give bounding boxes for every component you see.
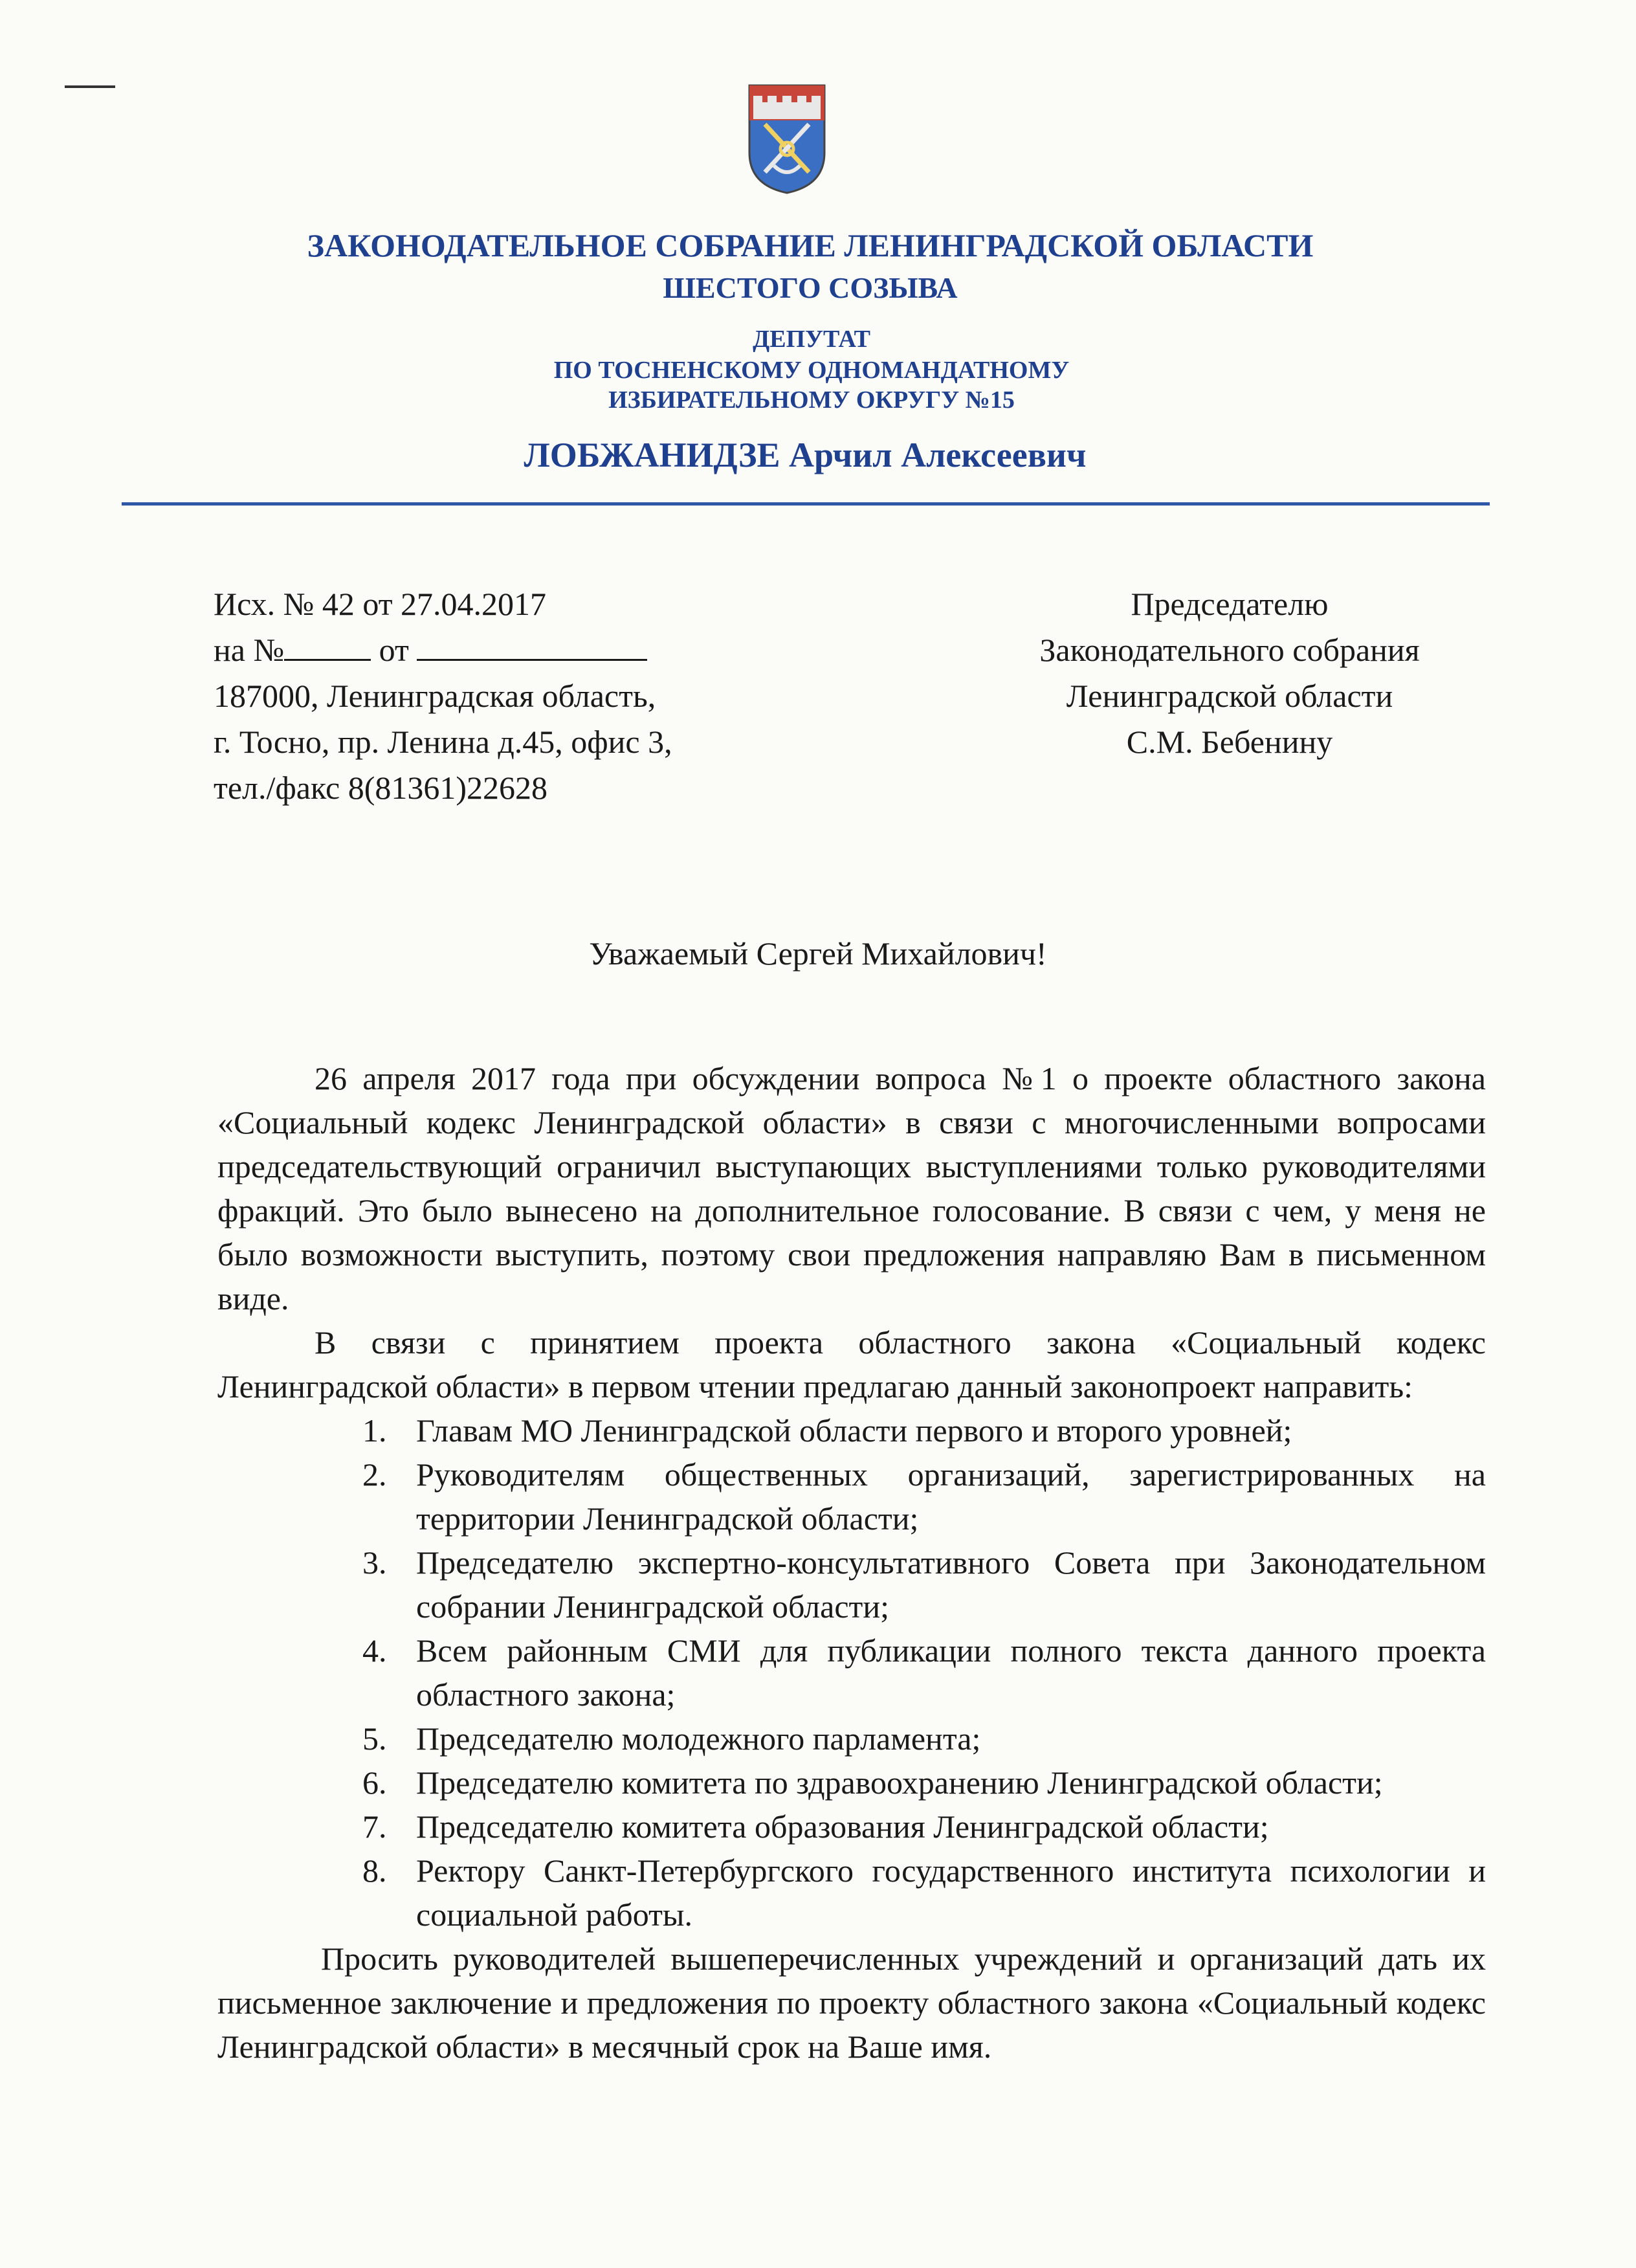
- list-item: [217, 1452, 1486, 1540]
- deputy-name: ЛОБЖАНИДЗЕ Арчил Алексеевич: [524, 436, 1087, 474]
- list-text: Руководителям общественных организаций, зарегистрированных на территории Ленинградской области;: [416, 1456, 1486, 1537]
- sender-phone: тел./факс 8(81361)22628: [214, 770, 548, 806]
- reply-date-blank: [417, 659, 647, 661]
- list-item: [217, 1717, 1486, 1761]
- list-number: 8.: [362, 1852, 387, 1889]
- list-item: [217, 1629, 1486, 1717]
- list-item: [217, 1761, 1486, 1805]
- reply-mid: от: [371, 632, 417, 668]
- outgoing-number: Исх. № 42 от 27.04.2017: [214, 586, 547, 622]
- district-number-line: ИЗБИРАТЕЛЬНОМУ ОКРУГУ №15: [608, 386, 1015, 414]
- list-item: [217, 1540, 1486, 1629]
- paragraph-1: 26 апреля 2017 года при обсуждении вопроса №1 о проекте областного закона «Социальный кодекс Ленинградской области» в связи с многочисленными вопросами председательствующий ограничил выступающих выступлениями только руководителями фракций. Это было вынесено на дополнительное голосование. В связи с чем, у меня не было возможности выступить, поэтому свои предложения направляю Вам в письменном виде.: [217, 1060, 1486, 1317]
- sender-address-2: г. Тосно, пр. Ленина д.45, офис 3,: [214, 724, 672, 760]
- list-text: Главам МО Ленинградской области первого и второго уровней;: [416, 1412, 1292, 1449]
- list-item: [217, 1849, 1486, 1937]
- recipient-list: [217, 1408, 1486, 1937]
- addressee-line: Председателю: [1131, 586, 1329, 622]
- org-title: ЗАКОНОДАТЕЛЬНОЕ СОБРАНИЕ ЛЕНИНГРАДСКОЙ ОБЛАСТИ: [307, 227, 1314, 263]
- letter-body: [217, 1056, 1486, 2069]
- list-text: Председателю молодежного парламента;: [416, 1720, 981, 1757]
- list-number: 3.: [362, 1544, 387, 1581]
- list-text: Председателю экспертно-консультативного Совета при Законодательном собрании Ленинградской области;: [416, 1544, 1486, 1625]
- addressee-line: Законодательного собрания: [1039, 632, 1420, 668]
- convocation-title: ШЕСТОГО СОЗЫВА: [663, 271, 958, 304]
- list-number: 1.: [362, 1412, 387, 1449]
- list-text: Всем районным СМИ для публикации полного текста данного проекта областного закона;: [416, 1632, 1486, 1713]
- list-text: Председателю комитета по здравоохранению Ленинградской области;: [416, 1764, 1383, 1801]
- list-number: 2.: [362, 1456, 387, 1493]
- sender-address-1: 187000, Ленинградская область,: [214, 678, 656, 714]
- addressee-name: С.М. Бебенину: [1126, 724, 1333, 760]
- greeting: Уважаемый Сергей Михайлович!: [589, 935, 1047, 972]
- paragraph-3: Просить руководителей вышеперечисленных учреждений и организаций дать их письменное заключение и предложения по проекту областного закона «Социальный кодекс Ленинградской области» в месячный срок на Ваше имя.: [217, 1940, 1486, 2065]
- list-number: 5.: [362, 1720, 387, 1757]
- letter-meta: [214, 581, 672, 811]
- reply-number-blank: [284, 659, 371, 661]
- addressee-line: Ленинградской области: [1066, 678, 1393, 714]
- district-line: ПО ТОСНЕНСКОМУ ОДНОМАНДАТНОМУ: [553, 357, 1070, 384]
- corner-mark: [65, 85, 115, 88]
- list-number: 4.: [362, 1632, 387, 1669]
- addressee-block: [997, 581, 1463, 765]
- list-number: 6.: [362, 1764, 387, 1801]
- list-text: Председателю комитета образования Ленинградской области;: [416, 1808, 1269, 1845]
- header-divider: [122, 502, 1490, 506]
- reply-prefix: на №: [214, 632, 285, 668]
- deputy-title: ДЕПУТАТ: [753, 326, 870, 353]
- list-item: [217, 1408, 1486, 1452]
- list-number: 7.: [362, 1808, 387, 1845]
- list-item: [217, 1805, 1486, 1849]
- paragraph-2: В связи с принятием проекта областного закона «Социальный кодекс Ленинградской области» в первом чтении предлагаю данный законопроект направить:: [217, 1324, 1486, 1405]
- coat-of-arms-icon: [746, 82, 828, 195]
- list-text: Ректору Санкт-Петербургского государственного института психологии и социальной работы.: [416, 1852, 1486, 1933]
- reply-reference: [214, 627, 672, 673]
